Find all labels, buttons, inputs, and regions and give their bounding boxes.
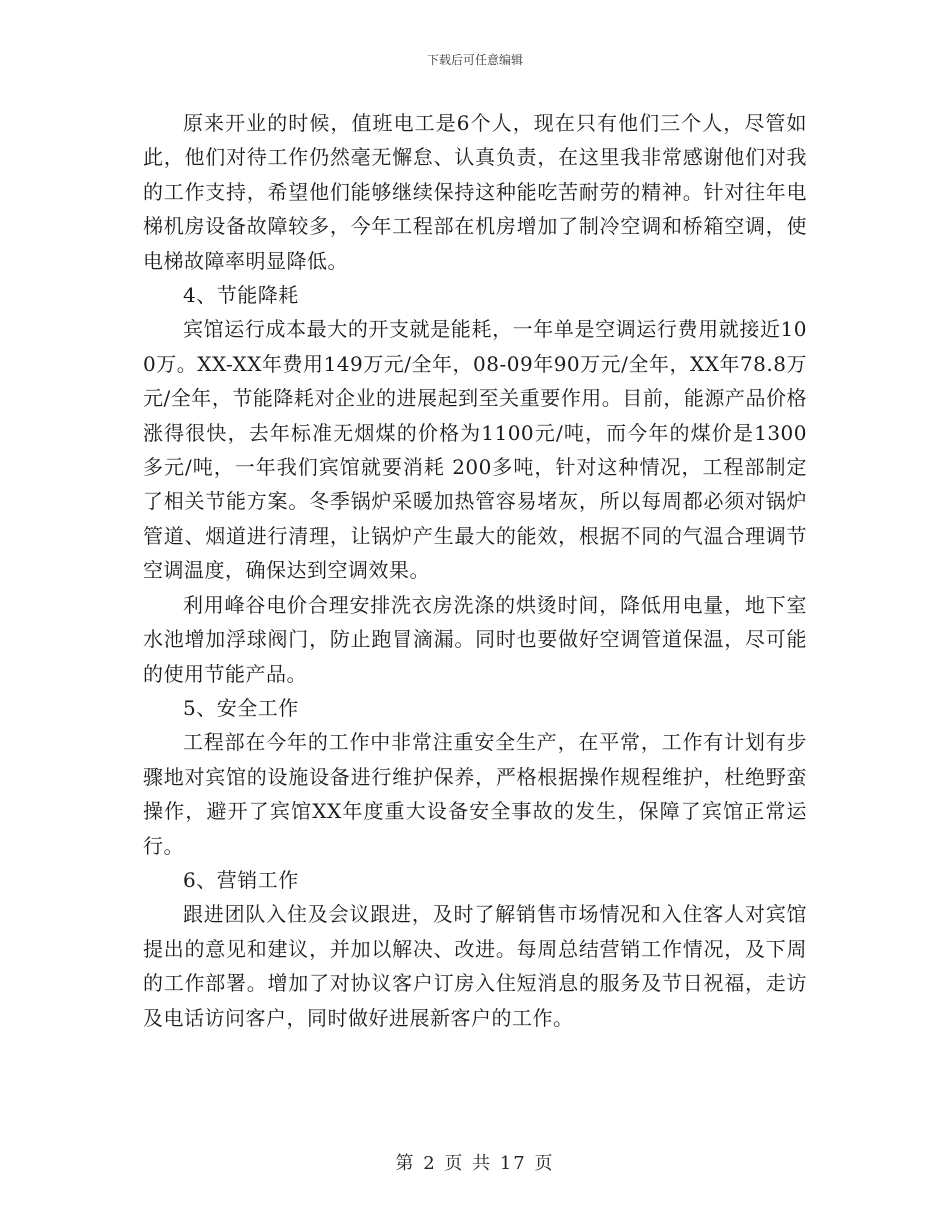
section-heading-marketing: 6、营销工作 bbox=[183, 867, 299, 892]
paragraph-energy-costs: 宾馆运行成本最大的开支就是能耗，一年单是空调运行费用就接近100万。XX-XX年费用149万元/全年，08-09年90万元/全年，XX年78.8万元/全年，节能降耗对企业的进展起到至关重要作用。目前，能源产品价格涨得很快，去年标准无烟煤的价格为1100元/吨，而今年的煤价是1300多元/吨，一年我们宾馆就要消耗 200多吨，针对这种情况，工程部制定了相关节能方案。冬季锅炉采暖加热管容易堵灰，所以每周都必须对锅炉管道、烟道进行清理，让锅炉产生最大的能效，根据不同的气温合理调节空调温度，确保达到空调效果。 bbox=[143, 317, 807, 583]
document-body bbox=[143, 106, 807, 1035]
page-header: 下载后可任意编辑 bbox=[426, 53, 523, 67]
paragraph-safety-work: 工程部在今年的工作中非常注重安全生产，在平常，工作有计划有步骤地对宾馆的设施设备进行维护保养，严格根据操作规程维护，杜绝野蛮操作，避开了宾馆XX年度重大设备安全事故的发生，保障了宾馆正常运行。 bbox=[143, 730, 807, 858]
paragraph-peak-valley-power: 利用峰谷电价合理安排洗衣房洗涤的烘烫时间，降低用电量，地下室水池增加浮球阀门，防止跑冒滴漏。同时也要做好空调管道保温，尽可能的使用节能产品。 bbox=[143, 592, 807, 686]
paragraph-electricians: 原来开业的时候，值班电工是6个人，现在只有他们三个人，尽管如此，他们对待工作仍然毫无懈怠、认真负责，在这里我非常感谢他们对我的工作支持，希望他们能够继续保持这种能吃苦耐劳的精神。针对往年电梯机房设备故障较多，今年工程部在机房增加了制冷空调和桥箱空调，使电梯故障率明显降低。 bbox=[143, 111, 807, 273]
section-heading-safety: 5、安全工作 bbox=[183, 695, 299, 720]
paragraph-marketing-work: 跟进团队入住及会议跟进，及时了解销售市场情况和入住客人对宾馆提出的意见和建议，并加以解决、改进。每周总结营销工作情况，及下周的工作部署。增加了对协议客户订房入住短消息的服务及节日祝福，走访及电话访问客户，同时做好进展新客户的工作。 bbox=[143, 902, 807, 1030]
page-number-footer: 第 2 页 共 17 页 bbox=[395, 1153, 555, 1174]
section-heading-energy-saving: 4、节能降耗 bbox=[183, 283, 299, 308]
